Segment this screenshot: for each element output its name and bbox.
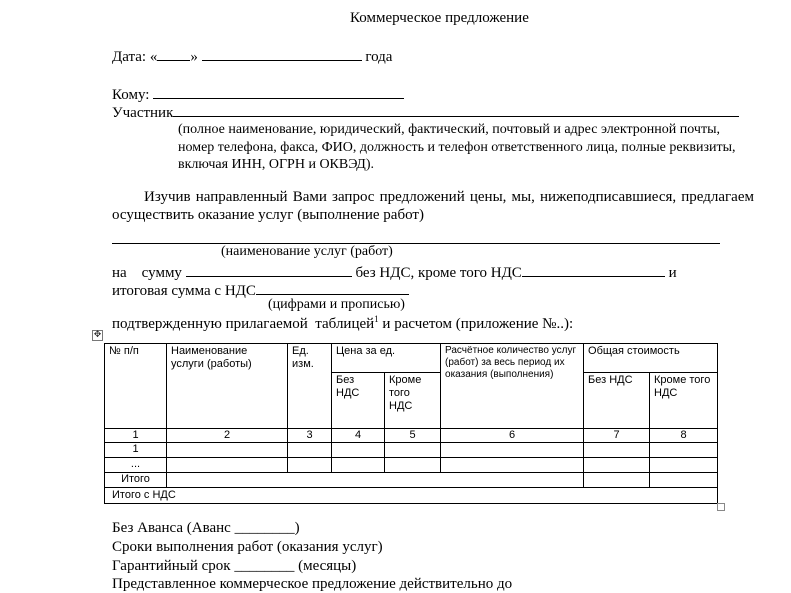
table-move-handle-icon[interactable]: ✥ bbox=[93, 330, 102, 340]
table-cell[interactable] bbox=[385, 443, 441, 458]
date-label: Дата: « bbox=[112, 49, 158, 65]
day-blank[interactable] bbox=[157, 46, 190, 61]
header-total: Общая стоимость bbox=[584, 344, 718, 373]
total-prefix: итоговая сумма с НДС bbox=[112, 283, 256, 299]
month-blank[interactable] bbox=[202, 46, 362, 61]
total-vat-label: Итого с НДС bbox=[105, 488, 718, 504]
table-cell[interactable] bbox=[650, 458, 718, 473]
table-cell[interactable] bbox=[584, 458, 650, 473]
sum-blank[interactable] bbox=[186, 262, 352, 277]
sum-suffix: и bbox=[664, 265, 677, 281]
price-table bbox=[104, 343, 718, 504]
table-cell[interactable] bbox=[650, 473, 718, 488]
total-row bbox=[105, 473, 718, 488]
confirm-line bbox=[112, 316, 573, 333]
table-cell[interactable] bbox=[385, 458, 441, 473]
confirm-text: подтвержденную прилагаемой таблицей bbox=[112, 316, 375, 332]
sum-line bbox=[112, 262, 677, 282]
recipient-label: Кому: bbox=[112, 87, 154, 103]
confirm-suffix: и расчетом (приложение №..): bbox=[378, 316, 574, 332]
total-span-cell[interactable] bbox=[167, 473, 584, 488]
terms-line: Сроки выполнения работ (оказания услуг) bbox=[112, 539, 383, 555]
warranty-line: Гарантийный срок ________ (месяцы) bbox=[112, 558, 357, 574]
header-num: № п/п bbox=[105, 344, 167, 429]
table-cell[interactable] bbox=[332, 443, 385, 458]
header-name: Наименование услуги (работы) bbox=[167, 344, 288, 429]
header-price: Цена за ед. bbox=[332, 344, 441, 373]
table-cell[interactable] bbox=[332, 458, 385, 473]
column-numbers-row bbox=[105, 429, 718, 443]
table-cell[interactable] bbox=[288, 443, 332, 458]
table-cell[interactable] bbox=[441, 443, 584, 458]
col-number: 2 bbox=[167, 429, 288, 443]
participant-line bbox=[112, 102, 739, 122]
recipient-line bbox=[112, 84, 404, 104]
participant-label: Участник bbox=[112, 105, 174, 121]
services-blank[interactable] bbox=[112, 233, 720, 244]
table-cell[interactable] bbox=[650, 443, 718, 458]
header-price-no-vat: Без НДС bbox=[332, 373, 385, 429]
date-suffix: года bbox=[361, 49, 393, 65]
advance-line: Без Аванса (Аванс ________) bbox=[112, 520, 300, 536]
sum-mid: без НДС, кроме того НДС bbox=[351, 265, 522, 281]
total-vat-row bbox=[105, 488, 718, 504]
sum-prefix: на сумму bbox=[112, 265, 186, 281]
row-num: 1 bbox=[105, 443, 167, 458]
intro-paragraph: Изучив направленный Вами запрос предложений цены, мы, нижеподписавшиеся, предлагаем осуществить оказание услуг (выполнение работ) bbox=[112, 189, 754, 223]
header-price-with-vat: Кроме того НДС bbox=[385, 373, 441, 429]
header-total-no-vat: Без НДС bbox=[584, 373, 650, 429]
row-num: ... bbox=[105, 458, 167, 473]
date-mid: » bbox=[190, 49, 202, 65]
col-number: 1 bbox=[105, 429, 167, 443]
table-cell[interactable] bbox=[584, 443, 650, 458]
header-unit: Ед. изм. bbox=[288, 344, 332, 429]
col-number: 3 bbox=[288, 429, 332, 443]
footnote-mark: 1 bbox=[374, 314, 379, 324]
services-caption: (наименование услуг (работ) bbox=[221, 244, 393, 259]
total-label: Итого bbox=[105, 473, 167, 488]
col-number: 8 bbox=[650, 429, 718, 443]
col-number: 6 bbox=[441, 429, 584, 443]
table-cell[interactable] bbox=[441, 458, 584, 473]
table-cell[interactable] bbox=[167, 458, 288, 473]
document-title: Коммерческое предложение bbox=[350, 10, 529, 26]
recipient-blank[interactable] bbox=[153, 84, 404, 99]
header-qty: Расчётное количество услуг (работ) за весь период их оказания (выполнения) bbox=[441, 344, 584, 429]
vat-blank[interactable] bbox=[522, 262, 665, 277]
table-cell[interactable] bbox=[167, 443, 288, 458]
total-blank[interactable] bbox=[256, 280, 409, 295]
participant-note: (полное наименование, юридический, фактический, почтовый и адрес электронной почты, номер телефона, факса, ФИО, должность и телефон ответственного лица, полные реквизиты, включая ИНН, ОГРН и ОКВЭД). bbox=[178, 122, 736, 172]
table-cell[interactable] bbox=[288, 458, 332, 473]
col-number: 5 bbox=[385, 429, 441, 443]
table-row bbox=[105, 443, 718, 458]
header-total-with-vat: Кроме того НДС bbox=[650, 373, 718, 429]
table-row bbox=[105, 458, 718, 473]
participant-blank[interactable] bbox=[173, 102, 739, 117]
table-cell[interactable] bbox=[584, 473, 650, 488]
total-caption: (цифрами и прописью) bbox=[268, 297, 405, 312]
col-number: 7 bbox=[584, 429, 650, 443]
date-line bbox=[112, 46, 392, 66]
col-number: 4 bbox=[332, 429, 385, 443]
table-resize-handle[interactable] bbox=[717, 503, 725, 511]
validity-line: Представленное коммерческое предложение действительно до bbox=[112, 576, 513, 592]
